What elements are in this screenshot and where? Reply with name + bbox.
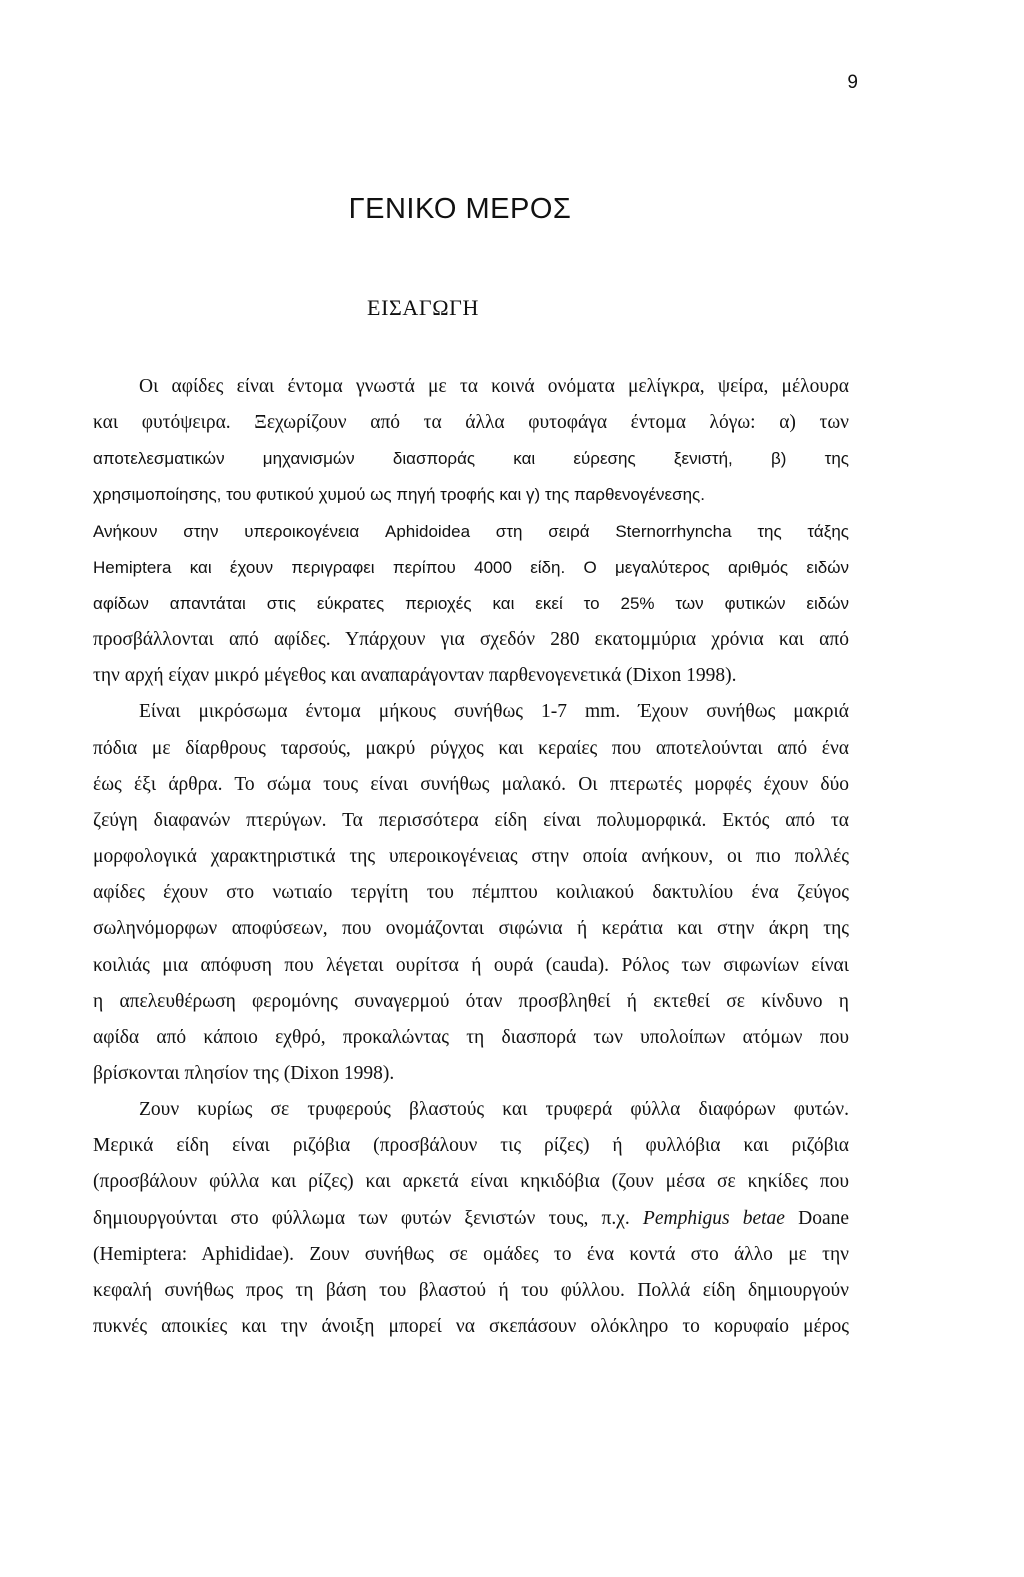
paragraph-line: την αρχή είχαν μικρό μέγεθος και αναπαράγονταν παρθενογενετικά (Dixon 1998). [93,665,737,687]
paragraph-line: πυκνές αποικίες και την άνοιξη μπορεί να σκεπάσουν ολόκληρο το κορυφαίο μέρος [93,1316,849,1338]
paragraph-line-species [93,1201,849,1237]
paragraph-line: χρησιμοποίησης, του φυτικού χυμού ως πηγή τροφής και γ) της παρθενογένεσης. [93,485,705,505]
paragraph-line: Ζουν κυρίως σε τρυφερούς βλαστούς και τρυφερά φύλλα διαφόρων φυτών. [139,1099,849,1121]
paragraph-line: αφίδων απαντάται στις εύκρατες περιοχές και εκεί το 25% των φυτικών ειδών [93,593,849,613]
paragraph-line: Είναι μικρόσωμα έντομα μήκους συνήθως 1-7 mm. Έχουν συνήθως μακριά [139,701,849,723]
paragraph-line: κεφαλή συνήθως προς τη βάση του βλαστού ή του φύλλου. Πολλά είδη δημιουργούν [93,1279,849,1301]
paragraph-line: έως έξι άρθρα. Το σώμα τους είναι συνήθως μαλακό. Οι πτερωτές μορφές έχουν δύο [93,773,849,795]
paragraph-line: αφίδες έχουν στο νωτιαίο τεργίτη του πέμπτου κοιλιακού δακτυλίου ένα ζεύγος [93,882,849,904]
paragraph-line: αφίδα από κάποιο εχθρό, προκαλώντας τη διασπορά των υπολοίπων ατόμων που [93,1026,849,1048]
paragraph-line: ζεύγη διαφανών πτερύγων. Τα περισσότερα είδη είναι πολυμορφικά. Εκτός από τα [93,809,849,831]
paragraph-line: (προσβάλουν φύλλα και ρίζες) και αρκετά είναι κηκιδόβια (ζουν μέσα σε κηκίδες που [93,1171,849,1193]
paragraph-line: κοιλιάς μια απόφυση που λέγεται ουρίτσα ή ουρά (cauda). Ρόλος των σιφωνίων είναι [93,954,849,976]
page-number: 9 [847,72,858,93]
paragraph-line: η απελευθέρωση φερομόνης συναγερμού όταν προσβληθεί ή εκτεθεί σε κίνδυνο η [93,990,849,1012]
paragraph-line: σωληνόμορφων αποφύσεων, που ονομάζονται σιφώνια ή κεράτια και στην άκρη της [93,918,849,940]
paragraph-line: μορφολογικά χαρακτηριστικά της υπεροικογένειας στην οποία ανήκουν, οι πιο πολλές [93,846,849,868]
page-title: ΓΕΝΙΚΟ ΜΕΡΟΣ [348,193,572,225]
paragraph-line: πόδια με δίαρθρους ταρσούς, μακρύ ρύγχος και κεραίες που αποτελούνται από ένα [93,737,849,759]
paragraph-line: προσβάλλονται από αφίδες. Υπάρχουν για σχεδόν 280 εκατομμύρια χρόνια και από [93,629,849,651]
paragraph-line: Hemiptera και έχουν περιγραφει περίπου 4000 είδη. Ο μεγαλύτερος αριθμός ειδών [93,557,849,577]
paragraph-line: αποτελεσματικών μηχανισμών διασποράς και εύρεσης ξενιστή, β) της [93,449,849,469]
species-author: Doane [798,1207,850,1229]
paragraph-line: Ανήκουν στην υπεροικογένεια Aphidoidea στη σειρά Sternorrhyncha της τάξης [93,521,849,541]
paragraph-line: (Hemiptera: Aphididae). Ζουν συνήθως σε ομάδες το ένα κοντά στο άλλο με την [93,1243,849,1265]
paragraph-line-text: δημιουργούνται στο φύλλωμα των φυτών ξενιστών τους, π.χ. [93,1207,630,1229]
species-name: Pemphigus betae [642,1207,785,1229]
body-text [93,369,849,1345]
paragraph-line: Μερικά είδη είναι ριζόβια (προσβάλουν τις ρίζες) ή φυλλόβια και ριζόβια [93,1135,849,1157]
section-title: ΕΙΣΑΓΩΓΗ [367,295,479,320]
paragraph-line: βρίσκονται πλησίον της (Dixon 1998). [93,1062,395,1084]
paragraph-line: και φυτόψειρα. Ξεχωρίζουν από τα άλλα φυτοφάγα έντομα λόγω: α) των [93,412,849,434]
paragraph-line: Οι αφίδες είναι έντομα γνωστά με τα κοινά ονόματα μελίγκρα, ψείρα, μέλουρα [139,376,849,397]
